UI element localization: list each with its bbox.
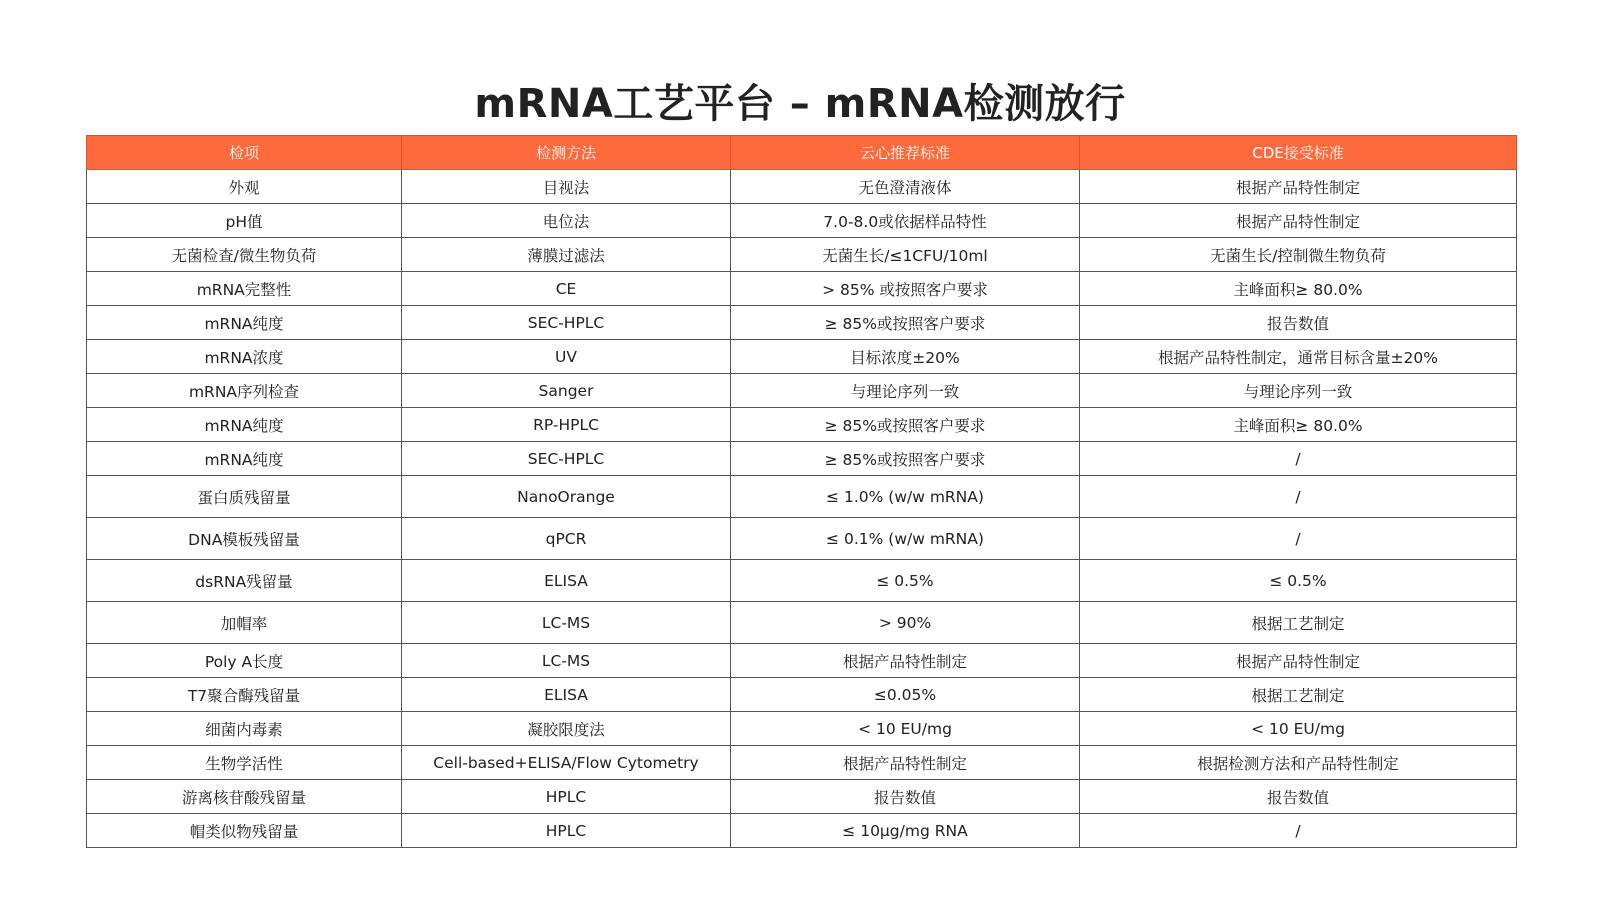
table-row — [87, 560, 1517, 602]
cell-item: DNA模板残留量 — [87, 518, 402, 560]
cell-method: ELISA — [402, 678, 731, 712]
cell-method: CE — [402, 272, 731, 306]
cell-recommended: 无菌生长/≤1CFU/10ml — [731, 238, 1080, 272]
cell-item: mRNA浓度 — [87, 340, 402, 374]
cell-recommended: ≤ 0.1% (w/w mRNA) — [731, 518, 1080, 560]
cell-recommended: 7.0-8.0或依据样品特性 — [731, 204, 1080, 238]
cell-cde: 根据产品特性制定，通常目标含量±20% — [1080, 340, 1517, 374]
cell-item: mRNA纯度 — [87, 442, 402, 476]
cell-item: Poly A长度 — [87, 644, 402, 678]
cell-recommended: > 90% — [731, 602, 1080, 644]
cell-method: LC-MS — [402, 644, 731, 678]
cell-method: ELISA — [402, 560, 731, 602]
table-row — [87, 712, 1517, 746]
cell-method: LC-MS — [402, 602, 731, 644]
test-spec-table — [86, 135, 1517, 848]
cell-recommended: ≥ 85%或按照客户要求 — [731, 306, 1080, 340]
cell-cde: 报告数值 — [1080, 780, 1517, 814]
cell-cde: ≤ 0.5% — [1080, 560, 1517, 602]
cell-recommended: ≤ 10μg/mg RNA — [731, 814, 1080, 848]
table-row — [87, 340, 1517, 374]
cell-method: Cell-based+ELISA/Flow Cytometry — [402, 746, 731, 780]
header-cde-standard: CDE接受标准 — [1080, 136, 1517, 170]
cell-cde: 根据产品特性制定 — [1080, 644, 1517, 678]
cell-cde: 根据产品特性制定 — [1080, 204, 1517, 238]
cell-cde: 根据检测方法和产品特性制定 — [1080, 746, 1517, 780]
table-row — [87, 442, 1517, 476]
cell-item: 游离核苷酸残留量 — [87, 780, 402, 814]
cell-method: NanoOrange — [402, 476, 731, 518]
table-row — [87, 780, 1517, 814]
cell-method: UV — [402, 340, 731, 374]
cell-method: 薄膜过滤法 — [402, 238, 731, 272]
cell-cde: / — [1080, 518, 1517, 560]
table-row — [87, 374, 1517, 408]
cell-method: SEC-HPLC — [402, 306, 731, 340]
cell-method: 电位法 — [402, 204, 731, 238]
cell-item: mRNA完整性 — [87, 272, 402, 306]
table-row — [87, 238, 1517, 272]
cell-item: 无菌检查/微生物负荷 — [87, 238, 402, 272]
cell-recommended: 与理论序列一致 — [731, 374, 1080, 408]
cell-item: 帽类似物残留量 — [87, 814, 402, 848]
cell-recommended: 根据产品特性制定 — [731, 746, 1080, 780]
cell-recommended: ≥ 85%或按照客户要求 — [731, 408, 1080, 442]
cell-cde: 根据工艺制定 — [1080, 602, 1517, 644]
cell-recommended: ≤0.05% — [731, 678, 1080, 712]
table-row — [87, 644, 1517, 678]
cell-method: RP-HPLC — [402, 408, 731, 442]
cell-item: mRNA纯度 — [87, 408, 402, 442]
cell-recommended: 无色澄清液体 — [731, 170, 1080, 204]
cell-method: 目视法 — [402, 170, 731, 204]
table-row — [87, 602, 1517, 644]
page-title: mRNA工艺平台 – mRNA检测放行 — [474, 81, 1126, 127]
cell-recommended: ≤ 1.0% (w/w mRNA) — [731, 476, 1080, 518]
header-item: 检项 — [87, 136, 402, 170]
table-row — [87, 272, 1517, 306]
cell-recommended: 报告数值 — [731, 780, 1080, 814]
cell-recommended: > 85% 或按照客户要求 — [731, 272, 1080, 306]
table-row — [87, 204, 1517, 238]
cell-cde: < 10 EU/mg — [1080, 712, 1517, 746]
table-row — [87, 518, 1517, 560]
cell-item: 加帽率 — [87, 602, 402, 644]
cell-cde: 根据产品特性制定 — [1080, 170, 1517, 204]
cell-cde: 主峰面积≥ 80.0% — [1080, 408, 1517, 442]
cell-cde: 报告数值 — [1080, 306, 1517, 340]
header-method: 检测方法 — [402, 136, 731, 170]
cell-method: qPCR — [402, 518, 731, 560]
table-row — [87, 678, 1517, 712]
cell-recommended: ≤ 0.5% — [731, 560, 1080, 602]
table-row — [87, 746, 1517, 780]
cell-item: mRNA纯度 — [87, 306, 402, 340]
cell-cde: 主峰面积≥ 80.0% — [1080, 272, 1517, 306]
table-row — [87, 170, 1517, 204]
cell-cde: 根据工艺制定 — [1080, 678, 1517, 712]
cell-item: mRNA序列检查 — [87, 374, 402, 408]
cell-item: pH值 — [87, 204, 402, 238]
cell-method: Sanger — [402, 374, 731, 408]
cell-cde: 无菌生长/控制微生物负荷 — [1080, 238, 1517, 272]
cell-cde: 与理论序列一致 — [1080, 374, 1517, 408]
cell-item: 细菌内毒素 — [87, 712, 402, 746]
table-row — [87, 476, 1517, 518]
cell-item: T7聚合酶残留量 — [87, 678, 402, 712]
cell-item: 生物学活性 — [87, 746, 402, 780]
cell-item: dsRNA残留量 — [87, 560, 402, 602]
cell-recommended: ≥ 85%或按照客户要求 — [731, 442, 1080, 476]
table-row — [87, 306, 1517, 340]
table-row — [87, 814, 1517, 848]
header-recommended-standard: 云心推荐标准 — [731, 136, 1080, 170]
cell-cde: / — [1080, 442, 1517, 476]
cell-method: HPLC — [402, 780, 731, 814]
cell-method: 凝胶限度法 — [402, 712, 731, 746]
cell-item: 外观 — [87, 170, 402, 204]
cell-recommended: < 10 EU/mg — [731, 712, 1080, 746]
cell-method: HPLC — [402, 814, 731, 848]
cell-method: SEC-HPLC — [402, 442, 731, 476]
table-header-row — [87, 136, 1517, 170]
cell-cde: / — [1080, 476, 1517, 518]
cell-cde: / — [1080, 814, 1517, 848]
cell-item: 蛋白质残留量 — [87, 476, 402, 518]
cell-recommended: 根据产品特性制定 — [731, 644, 1080, 678]
table-row — [87, 408, 1517, 442]
cell-recommended: 目标浓度±20% — [731, 340, 1080, 374]
